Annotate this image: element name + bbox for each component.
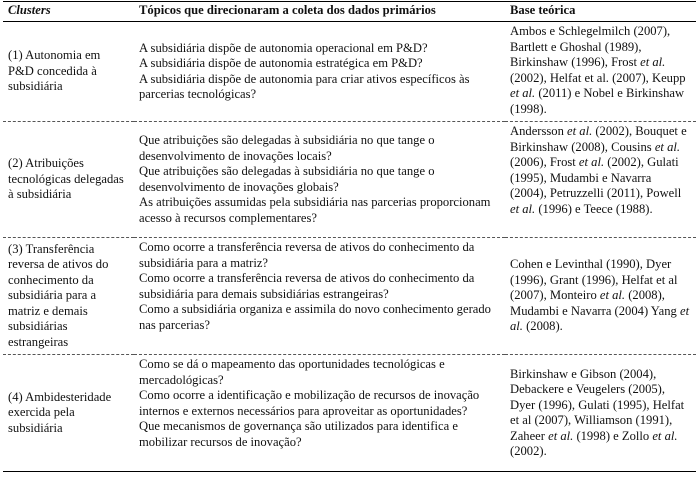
reference-segment: (2008), Mudambi e Navarra (2004) Yang bbox=[510, 288, 680, 318]
reference-segment: (2002), Gulati (1995), Mudambi e Navarra (2004), Petruzzelli (2011), Powell bbox=[510, 155, 682, 200]
reference-segment: (2011) e Nobel e Birkinshaw (1998). bbox=[510, 86, 685, 116]
reference-segment: (2002), Bouquet e Birkinshaw (2008), Cousins bbox=[510, 124, 687, 154]
topic-question: A subsidiária dispõe de autonomia operacional em P&D? bbox=[139, 40, 428, 55]
header-topics: Tópicos que direcionaram a coleta dos dados primários bbox=[134, 2, 505, 22]
reference-segment: et al. bbox=[640, 55, 666, 69]
reference-segment: et al. bbox=[548, 428, 574, 443]
topics-cell bbox=[134, 122, 505, 238]
topic-question: Como ocorre a transferência reversa de ativos do conhecimento da subsidiária para demais subsidiárias estrangeiras? bbox=[139, 271, 475, 301]
cluster-cell: (4) Ambidesteridade exercida pela subsidiária bbox=[3, 355, 134, 472]
topic-question: Que atribuições são delegadas à subsidiária no que tange o desenvolvimento de inovações globais? bbox=[139, 164, 435, 194]
table-row bbox=[3, 122, 696, 238]
topics-cell bbox=[134, 238, 505, 355]
topic-question: Que mecanismos de governança são utilizados para identifica e mobilizar recursos de inovação? bbox=[139, 419, 458, 449]
base-cell bbox=[505, 238, 696, 355]
topic-question: A subsidiária dispõe de autonomia estratégica em P&D? bbox=[139, 56, 423, 70]
topic-question: As atribuições assumidas pela subsidiária nas parcerias proporcionam acesso à recursos complementares? bbox=[139, 195, 491, 225]
reference-segment: Ambos e Schlegelmilch (2007), Bartlett e Ghoshal (1989), Birkinshaw (1996), Frost bbox=[510, 24, 671, 69]
header-base: Base teórica bbox=[505, 2, 696, 22]
topic-question: A subsidiária dispõe de autonomia para criar ativos específicos às parcerias tecnológicas? bbox=[139, 71, 470, 101]
cluster-cell: (1) Autonomia em P&D concedida à subsidiária bbox=[3, 22, 134, 122]
base-cell bbox=[505, 355, 696, 472]
topic-question: Que atribuições são delegadas à subsidiária no que tange o desenvolvimento de inovações locais? bbox=[139, 133, 435, 163]
reference-segment: et al. bbox=[510, 303, 690, 334]
table-row bbox=[3, 22, 696, 122]
base-cell bbox=[505, 122, 696, 238]
reference-segment: et al. bbox=[652, 428, 678, 443]
theoretical-framework-table bbox=[3, 1, 696, 472]
reference-segment: et al. bbox=[510, 201, 536, 216]
topic-question: Como se dá o mapeamento das oportunidades tecnológicas e mercadológicas? bbox=[139, 357, 445, 387]
base-cell bbox=[505, 22, 696, 122]
topics-cell bbox=[134, 355, 505, 472]
table-row bbox=[3, 238, 696, 355]
cluster-cell: (3) Transferência reversa de ativos do conhecimento da subsidiária para a matriz e demais subsidiárias estrangeiras bbox=[3, 238, 134, 355]
reference-segment: (2002), Helfat et al. (2007), Keupp bbox=[510, 70, 686, 85]
header-clusters: Clusters bbox=[3, 2, 134, 22]
cluster-cell: (2) Atribuições tecnológicas delegadas à subsidiária bbox=[3, 122, 134, 238]
reference-segment: Birkinshaw e Gibson (2004), Debackere e Veugelers (2005), Dyer (1996), Gulati (1995), Helfat et al (2007), Williamson (1991), Zaheer bbox=[510, 366, 685, 443]
reference-segment: et al. bbox=[578, 155, 605, 169]
header-row bbox=[3, 2, 696, 22]
reference-segment: et al. bbox=[567, 124, 593, 138]
table-row bbox=[3, 355, 696, 472]
reference-segment: Andersson bbox=[510, 124, 568, 138]
reference-segment: (2006), Frost bbox=[510, 155, 579, 169]
reference-segment: (2002). bbox=[510, 444, 547, 458]
reference-segment: et al. bbox=[510, 86, 536, 100]
topic-question: Como a subsidiária organiza e assimila do novo conhecimento gerado nas parcerias? bbox=[139, 302, 491, 332]
reference-segment: Cohen e Levinthal (1990), Dyer (1996), Grant (1996), Helfat et al (2007), Monteiro bbox=[510, 257, 678, 303]
reference-segment: (1996) e Teece (1988). bbox=[535, 201, 653, 216]
topics-cell bbox=[134, 22, 505, 122]
topic-question: Como ocorre a identificação e mobilização de recursos de inovação internos e externos necessários para aproveitar as oportunidades? bbox=[139, 388, 480, 418]
reference-segment: et al. bbox=[654, 139, 681, 154]
reference-segment: (1998) e Zollo bbox=[573, 428, 653, 443]
topic-question: Como ocorre a transferência reversa de ativos do conhecimento da subsidiária para a matriz? bbox=[139, 240, 475, 270]
reference-segment: (2008). bbox=[522, 319, 563, 334]
reference-segment: et al. bbox=[599, 288, 626, 303]
